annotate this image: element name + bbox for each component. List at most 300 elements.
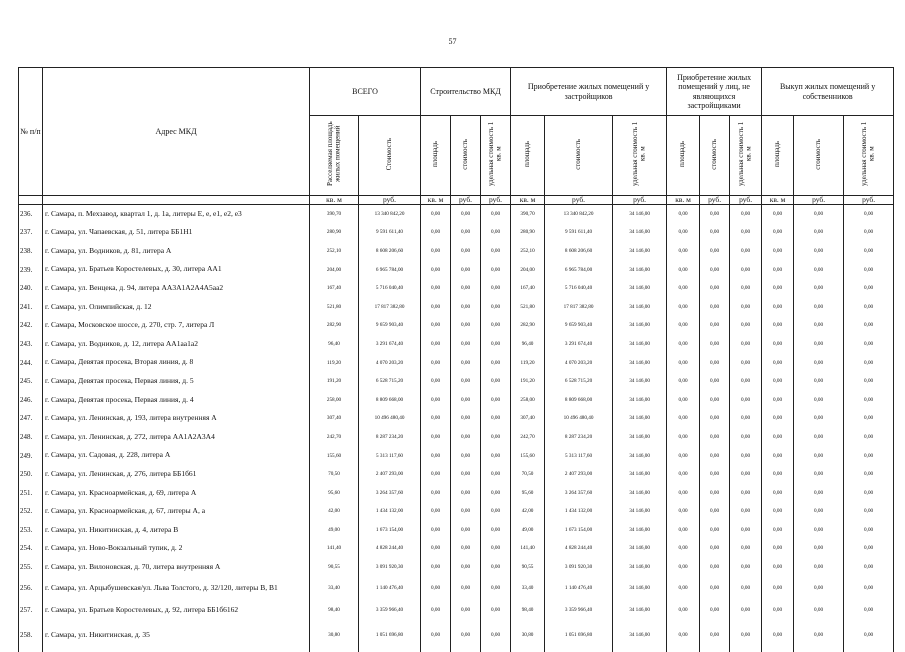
value-cell: 0,00 <box>762 223 794 242</box>
total-area: 390,70 <box>310 205 359 224</box>
subheader-cell <box>730 116 762 196</box>
value-cell: 98,40 <box>511 600 545 619</box>
row-number: 248. <box>19 428 43 447</box>
row-number: 252. <box>19 502 43 521</box>
subheader-cell <box>545 116 613 196</box>
value-cell: 0,00 <box>667 446 700 465</box>
value-cell: 0,00 <box>700 279 730 298</box>
value-cell: 34 146,00 <box>613 619 667 652</box>
value-cell: 0,00 <box>421 539 451 558</box>
value-cell: 0,00 <box>794 576 844 600</box>
row-number: 238. <box>19 242 43 261</box>
value-cell: 0,00 <box>481 205 511 224</box>
value-cell: 0,00 <box>421 260 451 279</box>
value-cell: 0,00 <box>794 372 844 391</box>
total-cost: 1 434 132,00 <box>359 502 421 521</box>
value-cell: 0,00 <box>481 465 511 484</box>
value-cell: 4 070 203,20 <box>545 353 613 372</box>
value-cell: 0,00 <box>667 521 700 540</box>
subheader-cell <box>667 116 700 196</box>
value-cell: 0,00 <box>844 465 894 484</box>
row-number: 251. <box>19 483 43 502</box>
value-cell: 0,00 <box>421 483 451 502</box>
unit-label: руб. <box>700 196 730 205</box>
row-number: 254. <box>19 539 43 558</box>
value-cell: 155,60 <box>511 446 545 465</box>
row-number: 243. <box>19 335 43 354</box>
row-address: г. Самара, ул. Ленинская, д. 276, литера ББ1б61 <box>43 465 310 484</box>
value-cell: 1 140 476,40 <box>545 576 613 600</box>
value-cell: 0,00 <box>667 390 700 409</box>
value-cell: 34 146,00 <box>613 502 667 521</box>
value-cell: 0,00 <box>762 353 794 372</box>
value-cell: 0,00 <box>667 279 700 298</box>
value-cell: 34 146,00 <box>613 409 667 428</box>
value-cell: 13 340 842,20 <box>545 205 613 224</box>
value-cell: 0,00 <box>762 521 794 540</box>
value-cell: 0,00 <box>762 446 794 465</box>
value-cell: 0,00 <box>762 539 794 558</box>
value-cell: 0,00 <box>421 446 451 465</box>
subheader-cell <box>421 116 451 196</box>
value-cell: 0,00 <box>844 335 894 354</box>
value-cell: 0,00 <box>794 279 844 298</box>
row-number: 246. <box>19 390 43 409</box>
value-cell: 0,00 <box>730 483 762 502</box>
subheader-label: стоимость <box>460 139 469 170</box>
value-cell: 0,00 <box>700 353 730 372</box>
value-cell: 0,00 <box>451 353 481 372</box>
row-address: г. Самара, ул. Братьев Коростелевых, д. 30, литера АА1 <box>43 260 310 279</box>
table-row <box>19 409 894 428</box>
subheader-label: стоимость <box>813 139 822 170</box>
row-number: 258. <box>19 619 43 652</box>
value-cell: 0,00 <box>844 502 894 521</box>
value-cell: 0,00 <box>794 335 844 354</box>
value-cell: 0,00 <box>794 353 844 372</box>
value-cell: 34 146,00 <box>613 335 667 354</box>
value-cell: 0,00 <box>794 205 844 224</box>
value-cell: 0,00 <box>451 279 481 298</box>
table-row <box>19 428 894 447</box>
value-cell: 0,00 <box>730 335 762 354</box>
value-cell: 0,00 <box>794 223 844 242</box>
subheader-label: стоимость <box>709 139 718 170</box>
total-area: 141,40 <box>310 539 359 558</box>
value-cell: 0,00 <box>421 619 451 652</box>
subheader-cell <box>481 116 511 196</box>
value-cell: 0,00 <box>667 539 700 558</box>
unit-label: кв. м <box>421 196 451 205</box>
value-cell: 0,00 <box>844 521 894 540</box>
value-cell: 0,00 <box>421 465 451 484</box>
value-cell: 0,00 <box>794 539 844 558</box>
value-cell: 0,00 <box>844 390 894 409</box>
subheader-label: площадь <box>430 141 439 168</box>
total-cost: 3 264 357,60 <box>359 483 421 502</box>
value-cell: 0,00 <box>730 521 762 540</box>
value-cell: 0,00 <box>762 335 794 354</box>
total-area: 191,20 <box>310 372 359 391</box>
value-cell: 0,00 <box>421 297 451 316</box>
value-cell: 280,90 <box>511 223 545 242</box>
value-cell: 6 528 715,20 <box>545 372 613 391</box>
total-cost: 4 828 244,40 <box>359 539 421 558</box>
value-cell: 0,00 <box>844 372 894 391</box>
value-cell: 0,00 <box>794 260 844 279</box>
value-cell: 0,00 <box>451 260 481 279</box>
value-cell: 0,00 <box>762 316 794 335</box>
value-cell: 0,00 <box>421 390 451 409</box>
value-cell: 0,00 <box>844 297 894 316</box>
value-cell: 0,00 <box>481 539 511 558</box>
value-cell: 0,00 <box>421 353 451 372</box>
value-cell: 90,55 <box>511 558 545 577</box>
total-area: 167,40 <box>310 279 359 298</box>
value-cell: 0,00 <box>481 428 511 447</box>
unit-label: руб. <box>451 196 481 205</box>
total-cost: 9 591 611,40 <box>359 223 421 242</box>
value-cell: 0,00 <box>667 465 700 484</box>
value-cell: 0,00 <box>700 521 730 540</box>
total-area: 521,80 <box>310 297 359 316</box>
value-cell: 0,00 <box>762 297 794 316</box>
row-address: г. Самара, ул. Ленинская, д. 193, литера внутренняя А <box>43 409 310 428</box>
value-cell: 0,00 <box>700 483 730 502</box>
value-cell: 0,00 <box>667 372 700 391</box>
table-row <box>19 205 894 224</box>
subheader-label: Расселяемая площадь жилых помещений <box>325 122 341 187</box>
row-address: г. Самара, ул. Венцека, д. 94, литера АА3А1А2А4А5аа2 <box>43 279 310 298</box>
value-cell: 0,00 <box>667 205 700 224</box>
total-cost: 6 528 715,20 <box>359 372 421 391</box>
value-cell: 0,00 <box>762 483 794 502</box>
value-cell: 0,00 <box>481 600 511 619</box>
value-cell: 0,00 <box>844 446 894 465</box>
value-cell: 0,00 <box>451 372 481 391</box>
value-cell: 8 608 206,60 <box>545 242 613 261</box>
value-cell: 34 146,00 <box>613 600 667 619</box>
value-cell: 0,00 <box>667 316 700 335</box>
value-cell: 96,40 <box>511 335 545 354</box>
value-cell: 0,00 <box>667 502 700 521</box>
value-cell: 0,00 <box>700 242 730 261</box>
value-cell: 0,00 <box>667 600 700 619</box>
value-cell: 70,50 <box>511 465 545 484</box>
value-cell: 0,00 <box>700 502 730 521</box>
total-cost: 3 091 920,30 <box>359 558 421 577</box>
value-cell: 3 359 966,40 <box>545 600 613 619</box>
value-cell: 42,00 <box>511 502 545 521</box>
value-cell: 33,40 <box>511 576 545 600</box>
value-cell: 0,00 <box>794 465 844 484</box>
value-cell: 0,00 <box>730 502 762 521</box>
value-cell: 0,00 <box>481 483 511 502</box>
total-cost: 8 287 234,20 <box>359 428 421 447</box>
total-area: 307,40 <box>310 409 359 428</box>
value-cell: 0,00 <box>844 316 894 335</box>
total-area: 258,00 <box>310 390 359 409</box>
value-cell: 3 264 357,60 <box>545 483 613 502</box>
value-cell: 0,00 <box>730 297 762 316</box>
subheader-cell <box>511 116 545 196</box>
value-cell: 0,00 <box>844 279 894 298</box>
value-cell: 0,00 <box>762 205 794 224</box>
table-row <box>19 297 894 316</box>
row-number: 250. <box>19 465 43 484</box>
total-area: 242,70 <box>310 428 359 447</box>
total-cost: 8 608 206,60 <box>359 242 421 261</box>
value-cell: 2 407 293,00 <box>545 465 613 484</box>
value-cell: 0,00 <box>481 279 511 298</box>
value-cell: 1 434 132,00 <box>545 502 613 521</box>
value-cell: 0,00 <box>451 558 481 577</box>
value-cell: 0,00 <box>762 428 794 447</box>
row-address: г. Самара, ул. Водников, д. 81, литера А <box>43 242 310 261</box>
value-cell: 0,00 <box>421 409 451 428</box>
subheader-label: Стоимость <box>384 138 393 171</box>
value-cell: 0,00 <box>730 205 762 224</box>
value-cell: 0,00 <box>700 465 730 484</box>
value-cell: 34 146,00 <box>613 372 667 391</box>
total-cost: 3 291 674,40 <box>359 335 421 354</box>
value-cell: 0,00 <box>481 619 511 652</box>
value-cell: 0,00 <box>844 576 894 600</box>
total-area: 155,60 <box>310 446 359 465</box>
total-cost: 8 809 668,00 <box>359 390 421 409</box>
row-address: г. Самара, ул. Вилоновская, д. 70, литера внутренняя А <box>43 558 310 577</box>
row-address: г. Самара, Девятая просека, Вторая линия, д. 8 <box>43 353 310 372</box>
subheader-cell <box>613 116 667 196</box>
value-cell: 0,00 <box>451 483 481 502</box>
value-cell: 0,00 <box>451 446 481 465</box>
total-cost: 5 313 117,60 <box>359 446 421 465</box>
subheader-cell <box>794 116 844 196</box>
value-cell: 0,00 <box>762 390 794 409</box>
value-cell: 0,00 <box>700 409 730 428</box>
value-cell: 0,00 <box>730 260 762 279</box>
table-row <box>19 521 894 540</box>
row-number: 237. <box>19 223 43 242</box>
row-address: г. Самара, ул. Арцыбушевская/ул. Льва Толстого, д. 32/120, литеры В, В1 <box>43 576 310 600</box>
value-cell: 6 965 784,00 <box>545 260 613 279</box>
value-cell: 0,00 <box>730 390 762 409</box>
value-cell: 0,00 <box>481 576 511 600</box>
value-cell: 0,00 <box>794 316 844 335</box>
value-cell: 0,00 <box>762 576 794 600</box>
total-area: 33,40 <box>310 576 359 600</box>
value-cell: 0,00 <box>844 260 894 279</box>
value-cell: 282,90 <box>511 316 545 335</box>
row-number: 236. <box>19 205 43 224</box>
total-cost: 17 817 382,80 <box>359 297 421 316</box>
row-number: 241. <box>19 297 43 316</box>
total-cost: 13 340 842,20 <box>359 205 421 224</box>
unit-label: руб. <box>794 196 844 205</box>
value-cell: 8 287 234,20 <box>545 428 613 447</box>
unit-label: кв. м <box>310 196 359 205</box>
value-cell: 0,00 <box>451 297 481 316</box>
value-cell: 0,00 <box>421 576 451 600</box>
value-cell: 0,00 <box>481 353 511 372</box>
value-cell: 0,00 <box>730 465 762 484</box>
unit-label: кв. м <box>667 196 700 205</box>
row-number: 240. <box>19 279 43 298</box>
value-cell: 0,00 <box>844 242 894 261</box>
table-row <box>19 619 894 652</box>
value-cell: 0,00 <box>451 502 481 521</box>
value-cell: 0,00 <box>730 600 762 619</box>
value-cell: 34 146,00 <box>613 576 667 600</box>
table-row <box>19 502 894 521</box>
value-cell: 0,00 <box>762 619 794 652</box>
value-cell: 0,00 <box>700 600 730 619</box>
value-cell: 5 313 117,60 <box>545 446 613 465</box>
unit-label: руб. <box>481 196 511 205</box>
subheader-label: удельная стоимость 1 кв. м <box>737 122 753 187</box>
value-cell: 0,00 <box>794 600 844 619</box>
row-number: 245. <box>19 372 43 391</box>
value-cell: 34 146,00 <box>613 558 667 577</box>
value-cell: 0,00 <box>667 619 700 652</box>
subheader-label: удельная стоимость 1 кв. м <box>631 122 647 187</box>
value-cell: 34 146,00 <box>613 316 667 335</box>
value-cell: 0,00 <box>794 390 844 409</box>
value-cell: 0,00 <box>421 428 451 447</box>
value-cell: 34 146,00 <box>613 297 667 316</box>
value-cell: 0,00 <box>730 428 762 447</box>
value-cell: 0,00 <box>481 372 511 391</box>
value-cell: 0,00 <box>762 242 794 261</box>
value-cell: 3 291 674,40 <box>545 335 613 354</box>
value-cell: 0,00 <box>451 428 481 447</box>
value-cell: 0,00 <box>451 576 481 600</box>
row-address: г. Самара, Девятая просека, Первая линия, д. 5 <box>43 372 310 391</box>
units-spacer <box>19 196 43 205</box>
total-area: 252,10 <box>310 242 359 261</box>
value-cell: 141,40 <box>511 539 545 558</box>
table-row <box>19 372 894 391</box>
value-cell: 0,00 <box>421 558 451 577</box>
table-row <box>19 223 894 242</box>
total-area: 98,40 <box>310 600 359 619</box>
value-cell: 0,00 <box>844 353 894 372</box>
row-number: 249. <box>19 446 43 465</box>
value-cell: 34 146,00 <box>613 465 667 484</box>
value-cell: 0,00 <box>794 297 844 316</box>
value-cell: 0,00 <box>481 409 511 428</box>
row-address: г. Самара, ул. Никитинская, д. 4, литера В <box>43 521 310 540</box>
subheader-cell <box>451 116 481 196</box>
value-cell: 167,40 <box>511 279 545 298</box>
row-number: 256. <box>19 576 43 600</box>
value-cell: 0,00 <box>451 335 481 354</box>
value-cell: 0,00 <box>730 539 762 558</box>
units-spacer <box>43 196 310 205</box>
row-address: г. Самара, ул. Красноармейская, д. 67, литеры А, а <box>43 502 310 521</box>
value-cell: 0,00 <box>794 409 844 428</box>
value-cell: 119,20 <box>511 353 545 372</box>
table-row <box>19 316 894 335</box>
value-cell: 4 828 244,40 <box>545 539 613 558</box>
value-cell: 0,00 <box>700 335 730 354</box>
value-cell: 0,00 <box>451 223 481 242</box>
value-cell: 252,10 <box>511 242 545 261</box>
unit-label: руб. <box>359 196 421 205</box>
value-cell: 0,00 <box>700 297 730 316</box>
unit-label: руб. <box>844 196 894 205</box>
subheader-label: площадь <box>522 141 531 168</box>
total-cost: 10 496 480,40 <box>359 409 421 428</box>
header-group-developers: Приобретение жилых помещений у застройщиков <box>511 68 667 116</box>
value-cell: 0,00 <box>844 483 894 502</box>
value-cell: 0,00 <box>481 390 511 409</box>
value-cell: 34 146,00 <box>613 390 667 409</box>
value-cell: 0,00 <box>667 428 700 447</box>
value-cell: 0,00 <box>451 242 481 261</box>
value-cell: 0,00 <box>667 260 700 279</box>
value-cell: 0,00 <box>794 502 844 521</box>
value-cell: 0,00 <box>421 372 451 391</box>
value-cell: 0,00 <box>700 446 730 465</box>
value-cell: 34 146,00 <box>613 242 667 261</box>
subheader-label: стоимость <box>573 139 582 170</box>
row-address: г. Самара, ул. Олимпийская, д. 12 <box>43 297 310 316</box>
value-cell: 0,00 <box>481 260 511 279</box>
total-cost: 4 070 203,20 <box>359 353 421 372</box>
value-cell: 0,00 <box>421 279 451 298</box>
value-cell: 0,00 <box>762 502 794 521</box>
value-cell: 0,00 <box>762 465 794 484</box>
total-area: 90,55 <box>310 558 359 577</box>
table-row <box>19 260 894 279</box>
value-cell: 0,00 <box>451 619 481 652</box>
value-cell: 0,00 <box>730 372 762 391</box>
value-cell: 0,00 <box>451 600 481 619</box>
table-row <box>19 279 894 298</box>
value-cell: 390,70 <box>511 205 545 224</box>
header-group-total: ВСЕГО <box>310 68 421 116</box>
table-row <box>19 353 894 372</box>
header-group-non-developers: Приобретение жилых помещений у лиц, не являющихся застройщиками <box>667 68 762 116</box>
row-number: 255. <box>19 558 43 577</box>
value-cell: 0,00 <box>700 223 730 242</box>
value-cell: 0,00 <box>794 242 844 261</box>
value-cell: 0,00 <box>451 539 481 558</box>
value-cell: 0,00 <box>667 409 700 428</box>
row-address: г. Самара, Девятая просека, Первая линия, д. 4 <box>43 390 310 409</box>
value-cell: 0,00 <box>762 558 794 577</box>
value-cell: 0,00 <box>762 260 794 279</box>
value-cell: 0,00 <box>700 558 730 577</box>
subheader-label: площадь <box>772 141 781 168</box>
value-cell: 0,00 <box>481 223 511 242</box>
value-cell: 0,00 <box>700 428 730 447</box>
value-cell: 0,00 <box>700 619 730 652</box>
table-row <box>19 390 894 409</box>
resettlement-table <box>18 67 894 652</box>
row-address: г. Самара, ул. Садовая, д. 228, литера А <box>43 446 310 465</box>
subheader-cell <box>700 116 730 196</box>
value-cell: 0,00 <box>451 521 481 540</box>
row-number: 244. <box>19 353 43 372</box>
row-address: г. Самара, ул. Водников, д. 12, литера АА1аа1а2 <box>43 335 310 354</box>
row-number: 247. <box>19 409 43 428</box>
value-cell: 521,80 <box>511 297 545 316</box>
value-cell: 0,00 <box>481 242 511 261</box>
value-cell: 0,00 <box>844 558 894 577</box>
value-cell: 0,00 <box>667 335 700 354</box>
